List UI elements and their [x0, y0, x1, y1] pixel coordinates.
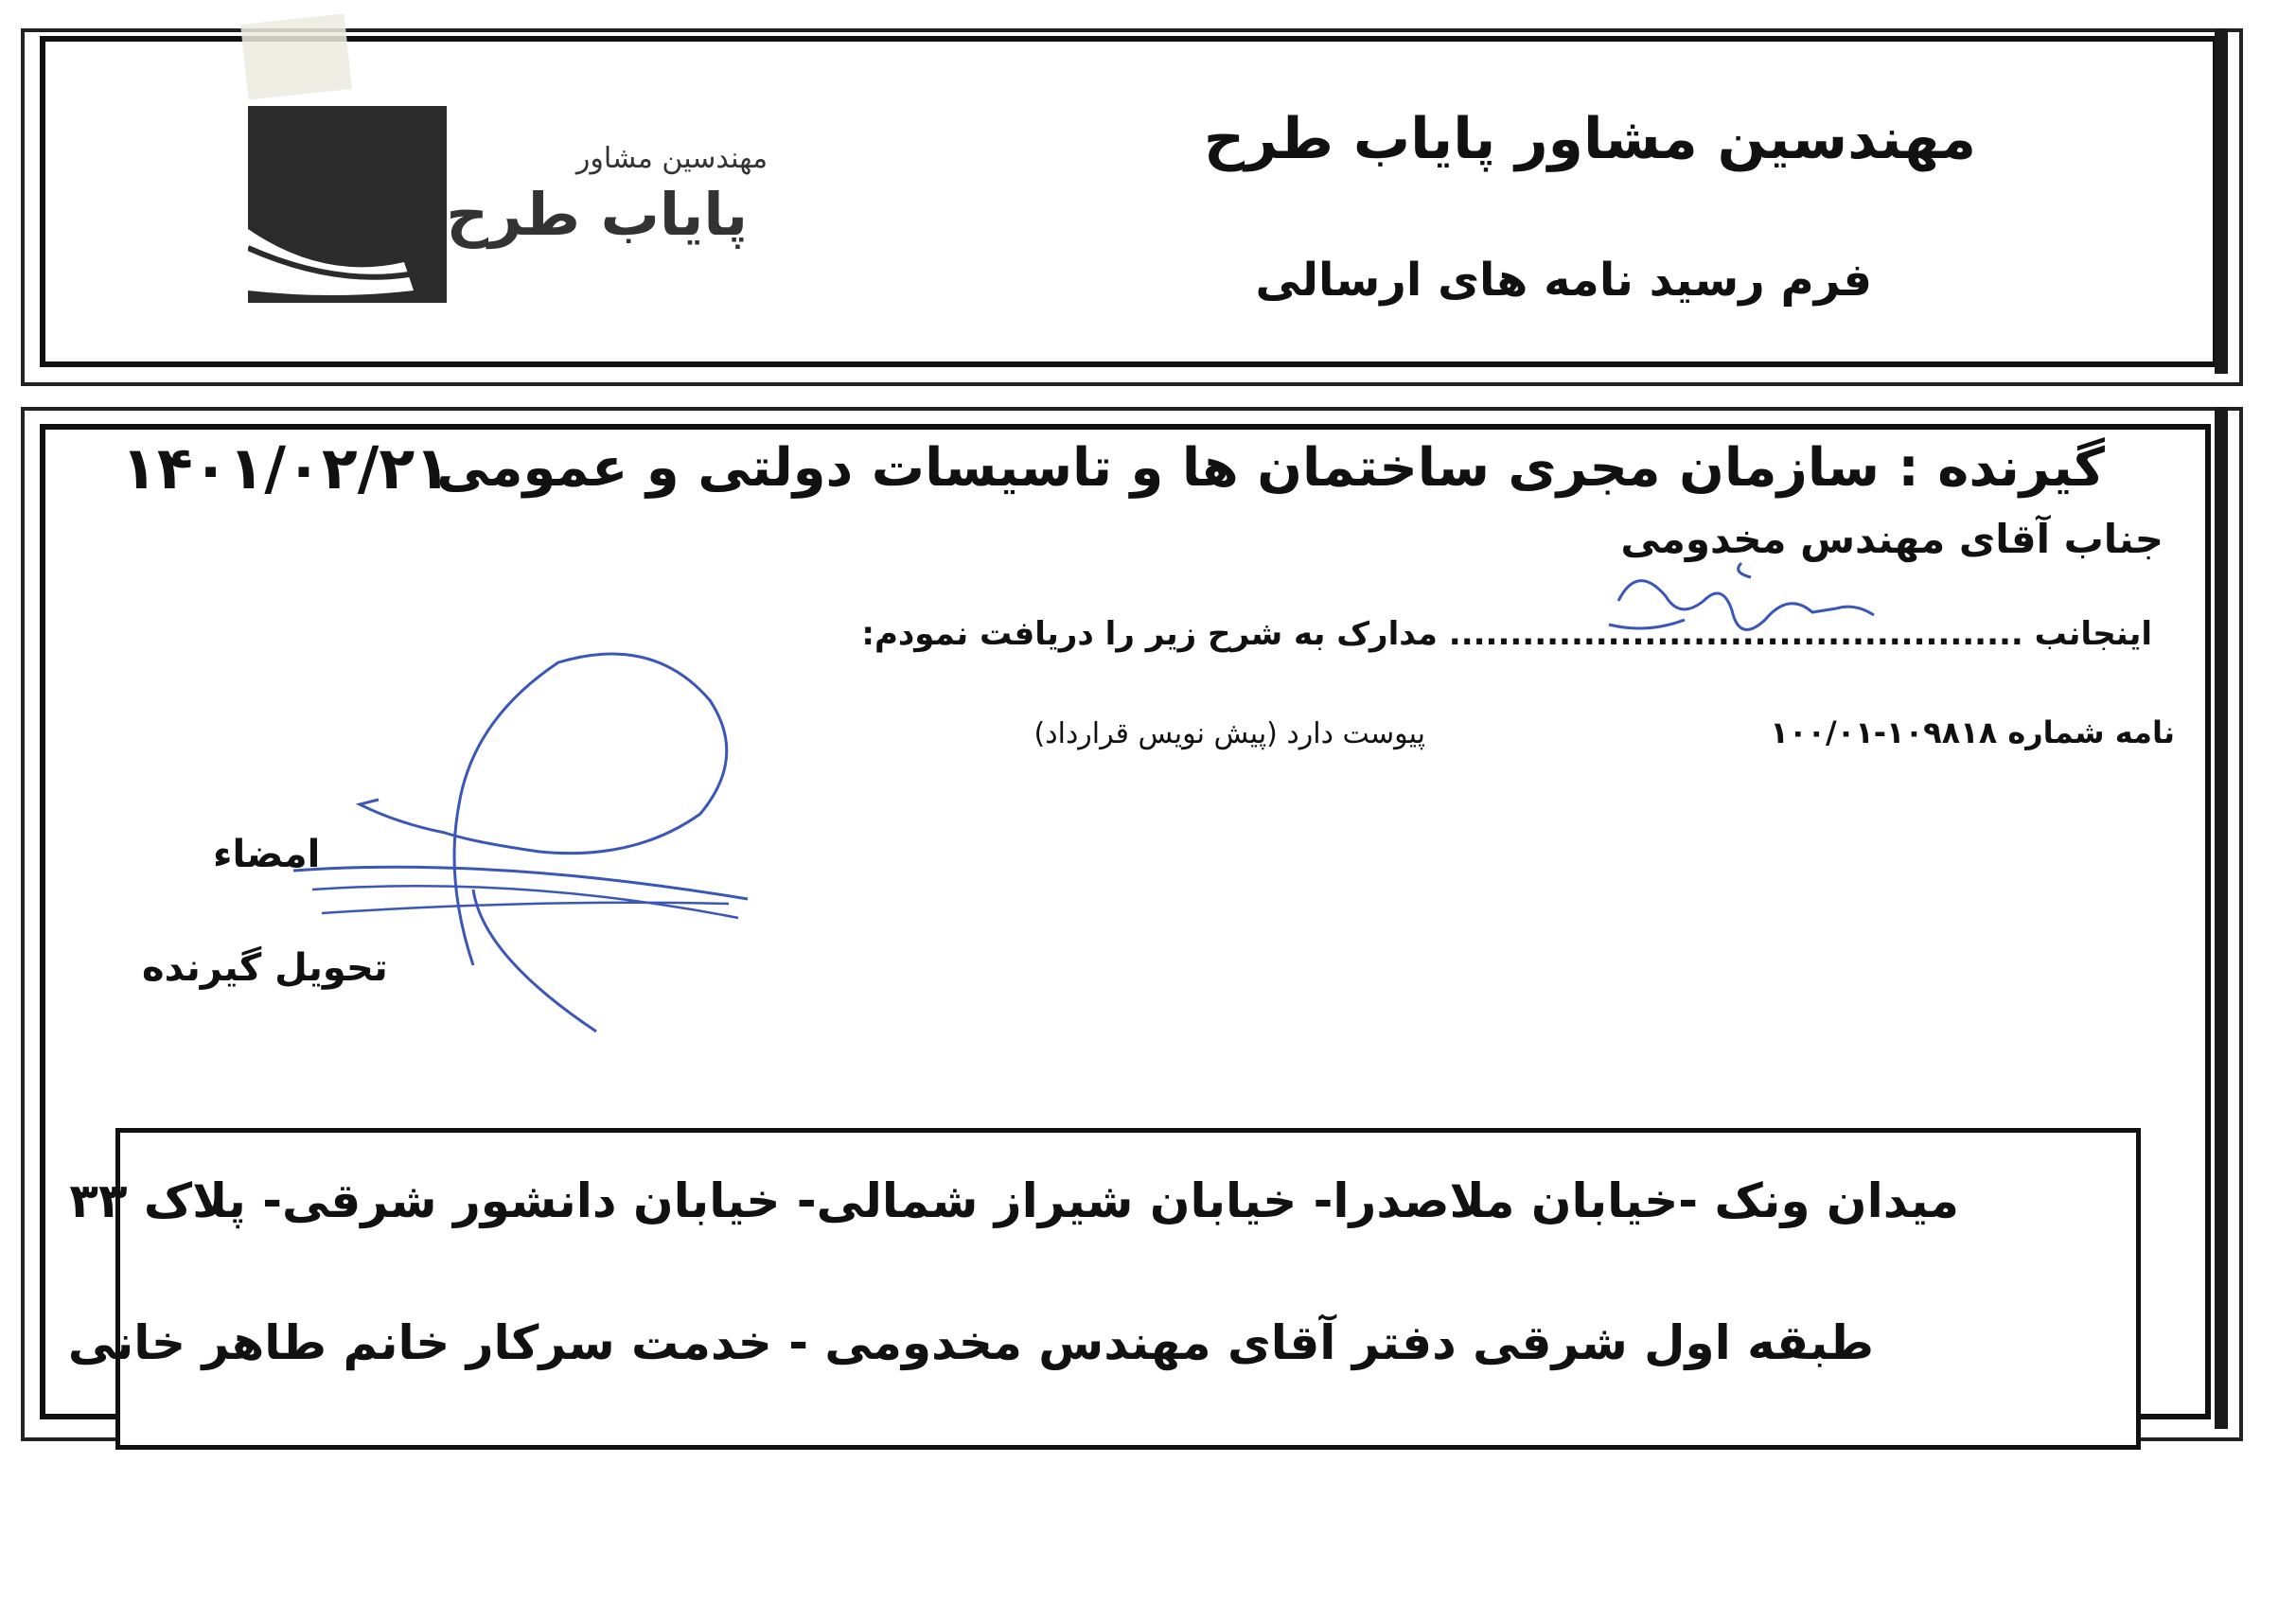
logo-small-text: مهندسین مشاور	[575, 142, 768, 175]
company-name: مهندسین مشاور پایاب طرح	[1203, 106, 1976, 172]
delivery-label: تحویل گیرنده	[142, 946, 388, 990]
attachment-note: پیوست دارد (پیش نویس قرارداد)	[1033, 717, 1425, 750]
logo-large-text: پایاب طرح	[446, 180, 748, 249]
logo-mark-icon	[248, 106, 447, 303]
form-title: فرم رسید نامه های ارسالی	[1255, 254, 1872, 307]
address-line-1: میدان ونک -خیابان ملاصدرا- خیابان شیراز شمالی- خیابان دانشور شرقی- پلاک ۳۳	[69, 1173, 1959, 1228]
body-frame-shadow	[2215, 407, 2228, 1429]
handwritten-name-signature	[1590, 554, 1902, 667]
addressee-line: جناب آقای مهندس مخدومی	[1620, 516, 2164, 562]
header-frame-shadow	[2215, 28, 2228, 374]
address-line-2: طبقه اول شرقی دفتر آقای مهندس مخدومی - خدمت سرکار خانم طاهر خانی	[67, 1315, 1874, 1370]
receipt-date: ۱۴۰۱/۰۲/۲۱	[121, 433, 451, 502]
signature-label: امضاء	[213, 833, 321, 876]
recipient-line: گیرنده : سازمان مجری ساختمان ها و تاسیسات دولتی و عمومی	[436, 437, 2105, 499]
logo-mark	[248, 106, 447, 303]
statement-line: اینجانب ............................................... مدارک به شرح زیر را دریافت نمودم:	[861, 615, 2152, 653]
tape-strip	[240, 13, 352, 99]
letter-number: نامه شماره ۱۰۹۸۱۸-۱۰۰/۰۱	[1770, 714, 2175, 750]
